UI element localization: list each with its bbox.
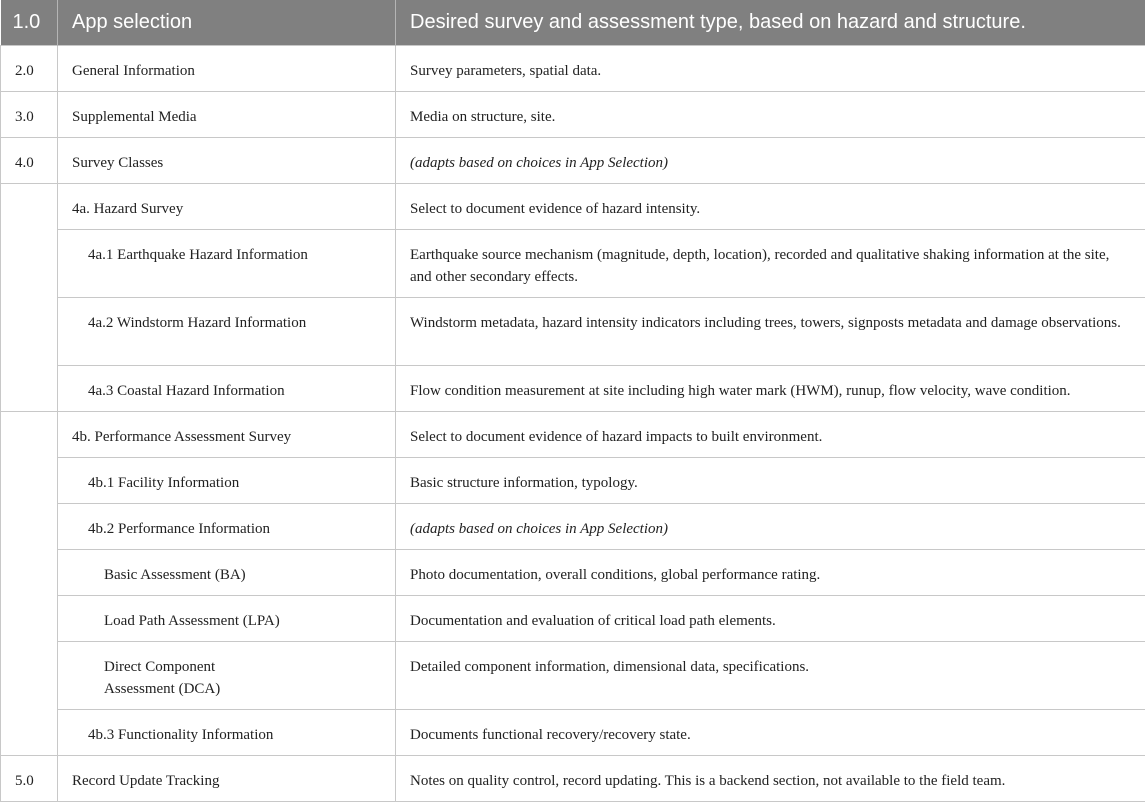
group-spacer-4b [1,411,58,755]
table-row [1,411,1145,457]
row-section: Survey Classes [58,137,396,183]
header-description: Desired survey and assessment type, based on hazard and structure. [396,0,1145,45]
row-description: Documents functional recovery/recovery state. [396,709,1145,755]
table-row [1,641,1145,709]
header-number: 1.0 [1,0,58,45]
table-row [1,137,1145,183]
table-row [1,229,1145,297]
table-row [1,45,1145,91]
row-number: 2.0 [1,45,58,91]
row-section: 4a.1 Earthquake Hazard Information [58,229,396,297]
table-row [1,503,1145,549]
row-section: General Information [58,45,396,91]
row-section: 4b.2 Performance Information [58,503,396,549]
table-row [1,755,1145,801]
row-section: 4a. Hazard Survey [58,183,396,229]
table-row [1,183,1145,229]
row-description: (adapts based on choices in App Selection) [396,137,1145,183]
row-description: Select to document evidence of hazard intensity. [396,183,1145,229]
table-row [1,709,1145,755]
row-section: Supplemental Media [58,91,396,137]
header-section: App selection [58,0,396,45]
row-number: 5.0 [1,755,58,801]
row-section: Load Path Assessment (LPA) [58,595,396,641]
row-description: Basic structure information, typology. [396,457,1145,503]
row-description: (adapts based on choices in App Selection) [396,503,1145,549]
row-description: Select to document evidence of hazard impacts to built environment. [396,411,1145,457]
row-description: Documentation and evaluation of critical load path elements. [396,595,1145,641]
table-row [1,91,1145,137]
row-description: Notes on quality control, record updating. This is a backend section, not available to the field team. [396,755,1145,801]
row-number: 4.0 [1,137,58,183]
row-description: Photo documentation, overall conditions, global performance rating. [396,549,1145,595]
row-description: Earthquake source mechanism (magnitude, depth, location), recorded and qualitative shaking information at the site, and other secondary effects. [396,229,1145,297]
row-description: Survey parameters, spatial data. [396,45,1145,91]
row-section: Record Update Tracking [58,755,396,801]
row-section: Basic Assessment (BA) [58,549,396,595]
row-description: Windstorm metadata, hazard intensity indicators including trees, towers, signposts metadata and damage observations. [396,297,1145,365]
row-description: Media on structure, site. [396,91,1145,137]
row-description: Detailed component information, dimensional data, specifications. [396,641,1145,709]
table-row [1,297,1145,365]
row-number: 3.0 [1,91,58,137]
row-description: Flow condition measurement at site including high water mark (HWM), runup, flow velocity, wave condition. [396,365,1145,411]
row-section: 4b.1 Facility Information [58,457,396,503]
table-header-row [1,0,1145,45]
table-row [1,365,1145,411]
row-section: Direct Component Assessment (DCA) [58,641,396,709]
row-section: 4b.3 Functionality Information [58,709,396,755]
group-spacer-4a [1,183,58,411]
table-row [1,595,1145,641]
table-row [1,549,1145,595]
row-section: 4a.2 Windstorm Hazard Information [58,297,396,365]
row-section: 4a.3 Coastal Hazard Information [58,365,396,411]
table-row [1,457,1145,503]
row-section: 4b. Performance Assessment Survey [58,411,396,457]
